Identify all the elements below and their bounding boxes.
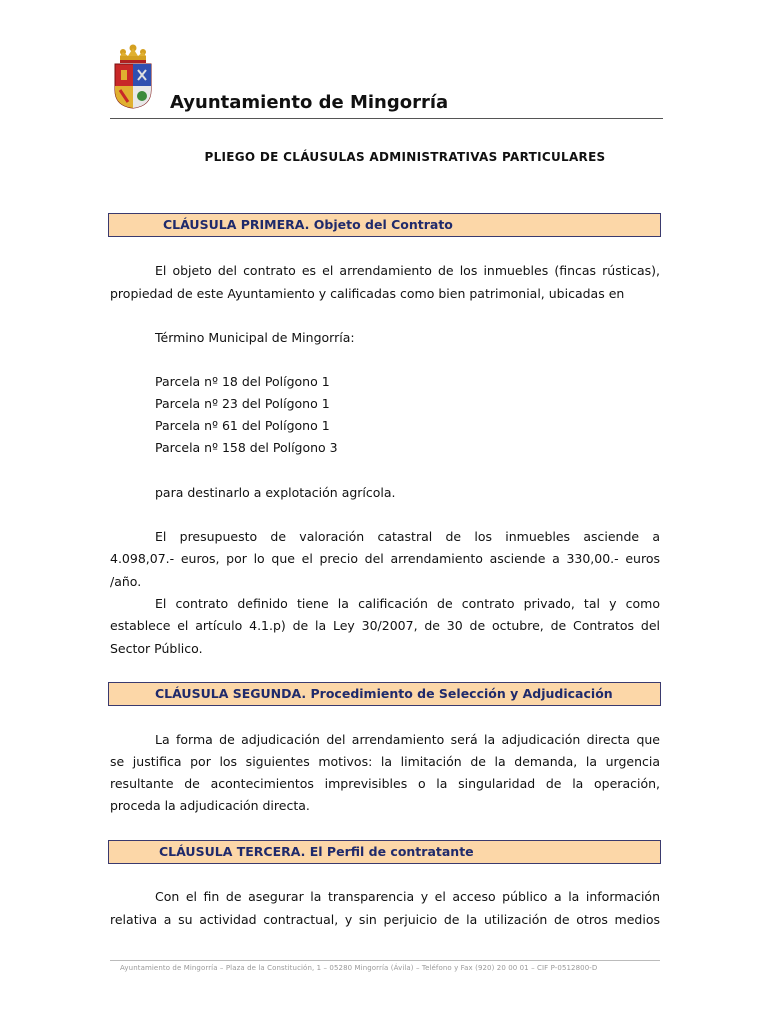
parcel-item: Parcela nº 158 del Polígono 3 <box>155 440 338 455</box>
clause-heading-text: CLÁUSULA TERCERA. El Perfil de contratante <box>159 844 474 859</box>
paragraph-line: La forma de adjudicación del arrendamiento será la adjudicación directa que <box>155 732 660 747</box>
paragraph-line: Con el fin de asegurar la transparencia y el acceso público a la información <box>155 889 660 904</box>
paragraph-line: Sector Público. <box>110 641 203 656</box>
municipality-line: Término Municipal de Mingorría: <box>155 330 355 345</box>
paragraph-line: establece el artículo 4.1.p) de la Ley 30/2007, de 30 de octubre, de Contratos del <box>110 618 660 633</box>
paragraph-line: relativa a su actividad contractual, y sin perjuicio de la utilización de otros medios <box>110 912 660 927</box>
coat-of-arms-logo <box>112 42 154 110</box>
clause-heading-primera <box>108 213 661 237</box>
parcel-item: Parcela nº 61 del Polígono 1 <box>155 418 330 433</box>
clause-heading-tercera <box>108 840 661 864</box>
clause-heading-segunda <box>108 682 661 706</box>
clause-heading-text: CLÁUSULA PRIMERA. Objeto del Contrato <box>163 217 453 232</box>
footer-address: Ayuntamiento de Mingorría – Plaza de la Constitución, 1 – 05280 Mingorría (Ávila) – Teléfono y Fax (920) 20 00 01 – CIF P-0512800-D <box>120 964 598 972</box>
paragraph-line: propiedad de este Ayuntamiento y calificadas como bien patrimonial, ubicadas en <box>110 286 625 301</box>
footer-divider <box>110 960 660 961</box>
paragraph-line: El presupuesto de valoración catastral de los inmuebles asciende a <box>155 529 660 544</box>
clause-heading-text: CLÁUSULA SEGUNDA. Procedimiento de Selección y Adjudicación <box>155 686 613 701</box>
paragraph-line: se justifica por los siguientes motivos: la limitación de la demanda, la urgencia <box>110 754 660 769</box>
paragraph-line: 4.098,07.- euros, por lo que el precio del arrendamiento asciende a 330,00.- euros <box>110 551 660 566</box>
paragraph-line: El contrato definido tiene la calificación de contrato privado, tal y como <box>155 596 660 611</box>
paragraph-line: El objeto del contrato es el arrendamiento de los inmuebles (fincas rústicas), <box>155 263 660 278</box>
header-divider <box>110 118 663 119</box>
parcel-item: Parcela nº 18 del Polígono 1 <box>155 374 330 389</box>
organization-title: Ayuntamiento de Mingorría <box>170 92 449 113</box>
document-title: PLIEGO DE CLÁUSULAS ADMINISTRATIVAS PARTICULARES <box>204 150 606 164</box>
paragraph-line: resultante de acontecimientos imprevisibles o la singularidad de la operación, <box>110 776 660 791</box>
paragraph-line: /año. <box>110 574 142 589</box>
purpose-line: para destinarlo a explotación agrícola. <box>155 485 396 500</box>
parcel-item: Parcela nº 23 del Polígono 1 <box>155 396 330 411</box>
paragraph-line: proceda la adjudicación directa. <box>110 798 310 813</box>
